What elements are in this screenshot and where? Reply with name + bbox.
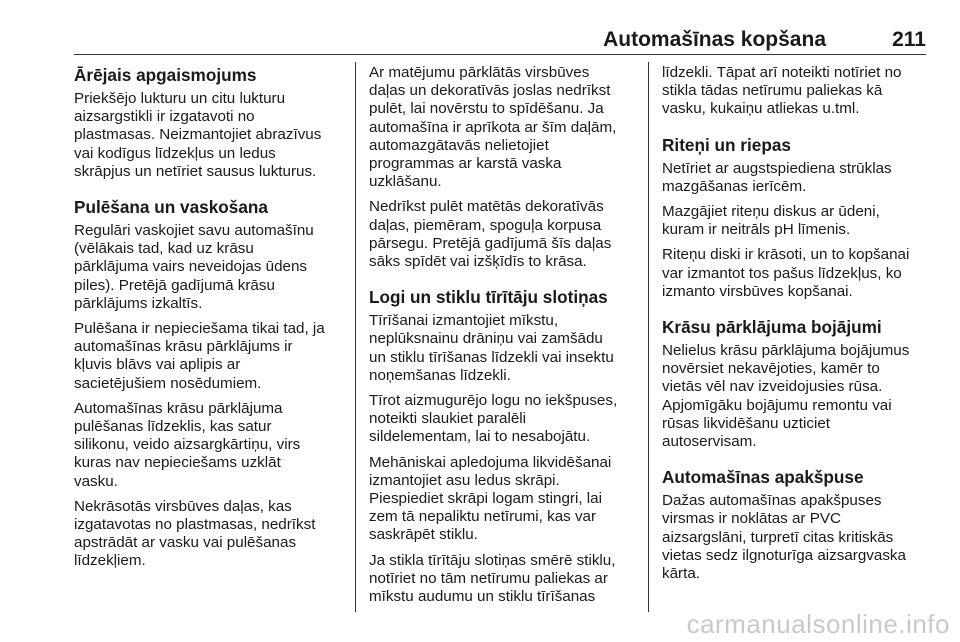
page-title: Automašīnas kopšana <box>603 28 826 51</box>
section-heading: Krāsu pārklājuma bojājumi <box>662 317 882 338</box>
paragraph: Priekšējo lukturu un citu lukturu aizsargstikli ir izgatavoti no plastmasas. Neizmantojiet abrazīvus vai kodīgus līdzekļus un ledus skrāpjus un netīriet sausus lukturus. <box>74 90 322 180</box>
section-heading: Automašīnas apakšpuse <box>662 467 864 488</box>
section-gap <box>74 188 346 196</box>
paragraph: līdzekli. Tāpat arī noteikti notīriet no stikla tādas netīrumu paliekas kā vasku, kukaiņu atliekas u.tml. <box>662 64 902 118</box>
paragraph: Mazgājiet riteņu diskus ar ūdeni, kuram ir neitrāls pH līmenis. <box>662 203 880 239</box>
paragraph: Ar matējumu pārklātās virsbūves daļas un dekoratīvās joslas nedrīkst pulēt, lai novērstu to spīdēšanu. Ja automašīna ir aprīkota ar šīm daļām, automazgātavās nelietojiet programmas ar karstā vaska uzklāšanu. <box>369 64 617 191</box>
section-gap <box>662 126 930 134</box>
column-divider-2 <box>648 62 649 612</box>
paragraph: Pulēšana ir nepieciešama tikai tad, ja automašīnas krāsu pārklājums ir kļuvis blāvs vai aplipis ar sacietējušiem nosēdumiem. <box>74 320 325 392</box>
page-number: 211 <box>892 28 926 51</box>
section-heading: Logi un stiklu tīrītāju slotiņas <box>369 287 608 308</box>
paragraph: Nelielus krāsu pārklājuma bojājumus novērsiet nekavējoties, kamēr to vietās vēl nav izveidojusies rūsa. Apjomīgāku bojājumu remontu vai rūsas likvidēšanu uzticiet autoservisam. <box>662 342 910 451</box>
section-gap <box>662 308 930 316</box>
section-heading: Ārējais apgaismojums <box>74 65 257 85</box>
paragraph: Riteņu diski ir krāsoti, un to kopšanai var izmantot tos pašus līdzekļus, ko izmanto virsbūves kopšanai. <box>662 246 910 300</box>
text-column-3 <box>662 64 930 590</box>
section-heading: Riteņi un riepas <box>662 134 791 155</box>
paragraph: Dažas automašīnas apakšpuses virsmas ir noklātas ar PVC aizsargslāni, turpretī citas kritiskās vietas sedz ilgnoturīga aizsargvaska kārta. <box>662 492 906 583</box>
section-gap <box>369 278 641 286</box>
paragraph: Tīrīšanai izmantojiet mīkstu, neplūksnainu drāniņu vai zamšādu un stiklu tīrīšanas līdzekli vai insektu noņemšanas līdzekli. <box>369 312 614 384</box>
section-gap <box>662 458 930 466</box>
watermark-text: carmanualsonline.info <box>686 609 950 639</box>
paragraph: Automašīnas krāsu pārklājuma pulēšanas līdzeklis, kas satur silikonu, veido aizsargkārtiņu, virs kuras nav nepieciešams uzklāt vasku. <box>74 399 301 490</box>
section-heading: Pulēšana un vaskošana <box>74 197 268 218</box>
paragraph: Nedrīkst pulēt matētās dekoratīvās daļas, piemēram, spoguļa korpusa pārsegu. Pretējā gadījumā šīs daļas sāks spīdēt vai izšķīdīs to krāsa. <box>369 198 612 271</box>
paragraph: Mehāniskai apledojuma likvidēšanai izmantojiet asu ledus skrāpi. Piespiediet skrāpi logam stingri, lai zem tā nepaliktu netīrumi, kas var saskrāpēt stiklu. <box>369 453 612 544</box>
paragraph: Nekrāsotās virsbūves daļas, kas izgatavotas no plastmasas, nedrīkst apstrādāt ar vasku vai pulēšanas līdzekļiem. <box>74 497 316 570</box>
paragraph: Tīrot aizmugurējo logu no iekšpuses, noteikti slaukiet paralēli sildelementam, lai to nesabojātu. <box>369 392 618 446</box>
paragraph: Ja stikla tīrītāju slotiņas smērē stiklu, notīriet no tām netīrumu paliekas ar mīkstu audumu un stiklu tīrīšanas <box>369 551 616 606</box>
column-divider-1 <box>355 62 356 612</box>
paragraph: Regulāri vaskojiet savu automašīnu (vēlākais tad, kad uz krāsu pārklājuma vairs neveidojas ūdens piles). Pretējā gadījumā krāsu pārklājums izkaltīs. <box>74 222 314 312</box>
text-column-2 <box>369 64 641 613</box>
paragraph: Netīriet ar augstspiediena strūklas mazgāšanas ierīcēm. <box>662 159 892 195</box>
page-header <box>74 28 926 54</box>
text-column-1 <box>74 64 346 578</box>
header-divider <box>74 54 926 55</box>
